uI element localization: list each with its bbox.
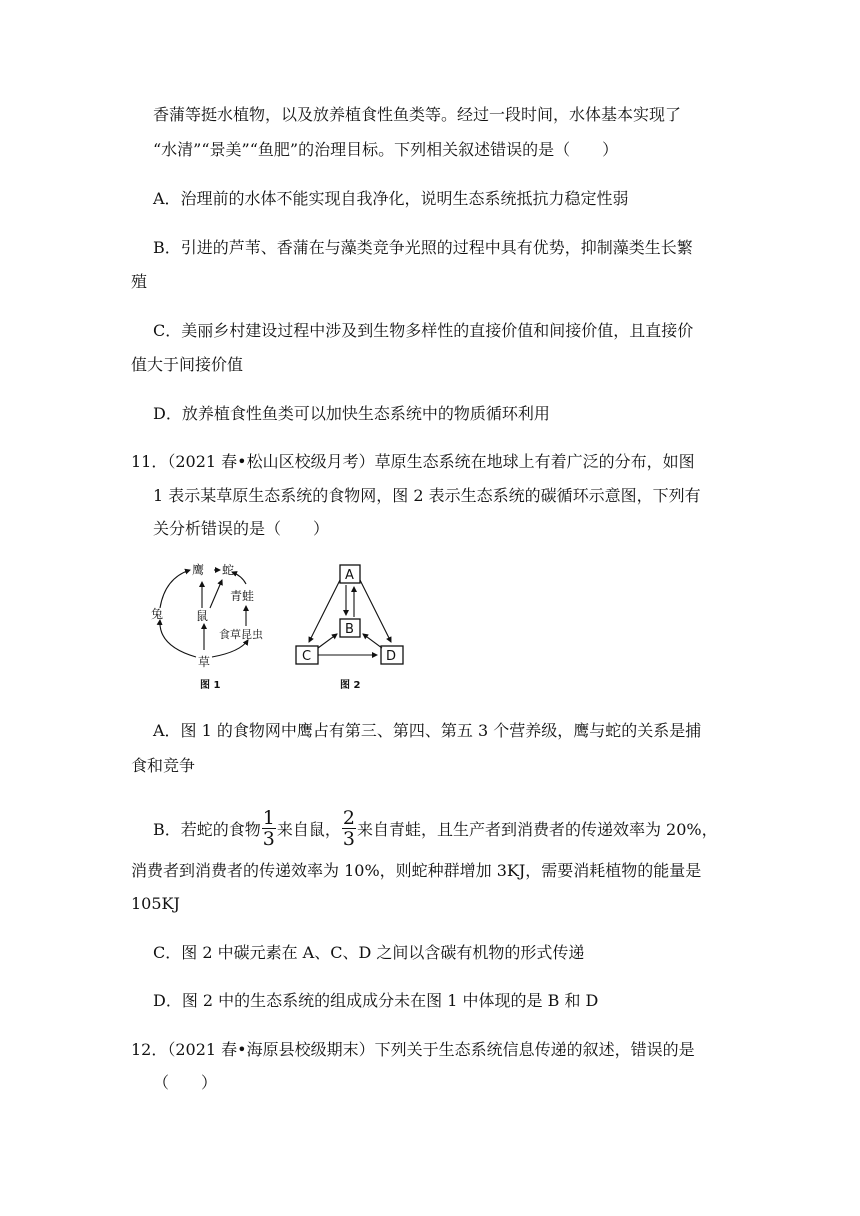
q11-stem-line3: 关分析错误的是（ ） bbox=[153, 519, 330, 538]
q10-option-c-line1: C．美丽乡村建设过程中涉及到生物多样性的直接价值和间接价值，且直接价 bbox=[153, 321, 694, 340]
fig1-caption: 图 1 bbox=[200, 680, 221, 691]
fig2-caption: 图 2 bbox=[340, 680, 361, 691]
q10-stem-line2: “水清”“景美”“鱼肥”的治理目标。下列相关叙述错误的是（ ） bbox=[153, 140, 619, 159]
q10-option-a: A．治理前的水体不能实现自我净化，说明生态系统抵抗力稳定性弱 bbox=[153, 189, 629, 208]
q12-stem-line2: （ ） bbox=[153, 1073, 218, 1092]
q10-option-b-line2: 殖 bbox=[131, 272, 148, 291]
fraction-numerator: 1 bbox=[262, 807, 275, 829]
fraction-one-third bbox=[262, 808, 276, 849]
figure-1-food-web bbox=[140, 556, 280, 696]
q10-option-c-line2: 值大于间接价值 bbox=[131, 355, 244, 374]
figure-2-carbon-cycle bbox=[290, 560, 420, 696]
fig1-node-shu: 鼠 bbox=[196, 609, 209, 623]
q10-stem-line1: 香蒲等挺水植物，以及放养植食性鱼类等。经过一段时间，水体基本实现了 bbox=[153, 105, 682, 124]
q11-option-a-line1: A．图 1 的食物网中鹰占有第三、第四、第五 3 个营养级，鹰与蛇的关系是捕 bbox=[153, 721, 702, 740]
fraction-two-thirds bbox=[342, 808, 356, 849]
q10-option-d: D．放养植食性鱼类可以加快生态系统中的物质循环利用 bbox=[153, 404, 550, 423]
q11-option-a-line2: 食和竞争 bbox=[131, 756, 196, 775]
fig1-node-tu: 兔 bbox=[151, 607, 164, 621]
fig1-node-ying: 鹰 bbox=[192, 563, 205, 577]
fraction-denominator: 3 bbox=[262, 828, 275, 850]
fraction-numerator: 2 bbox=[342, 807, 355, 829]
q11-option-b-line1 bbox=[153, 808, 718, 852]
fig1-node-cao: 草 bbox=[198, 655, 211, 669]
fig2-node-c: C bbox=[302, 649, 312, 664]
q11-option-b-line3: 105KJ bbox=[131, 894, 180, 913]
q11-option-d: D．图 2 中的生态系统的组成成分未在图 1 中体现的是 B 和 D bbox=[153, 991, 599, 1010]
fig1-node-she: 蛇 bbox=[222, 563, 235, 577]
q11-stem-line1: 11．（2021 春•松山区校级月考）草原生态系统在地球上有着广泛的分布，如图 bbox=[131, 452, 695, 471]
fig2-node-b: B bbox=[345, 622, 354, 637]
fig2-node-d: D bbox=[386, 649, 397, 664]
q11-option-b-prefix: B．若蛇的食物 bbox=[153, 820, 261, 839]
q11-option-b-suffix: 来自青蛙，且生产者到消费者的传递效率为 20%， bbox=[356, 820, 718, 839]
fig1-node-kunchong: 食草昆虫 bbox=[219, 628, 263, 641]
q12-stem-line1: 12．（2021 春•海原县校级期末）下列关于生态系统信息传递的叙述，错误的是 bbox=[131, 1040, 695, 1059]
q11-stem-line2: 1 表示某草原生态系统的食物网，图 2 表示生态系统的碳循环示意图，下列有 bbox=[153, 486, 701, 505]
q11-option-b-middle: 来自鼠， bbox=[276, 820, 341, 839]
fig1-node-qingwa: 青蛙 bbox=[230, 589, 255, 603]
q10-option-b-line1: B．引进的芦苇、香蒲在与藻类竞争光照的过程中具有优势，抑制藻类生长繁 bbox=[153, 238, 693, 257]
q11-option-c: C．图 2 中碳元素在 A、C、D 之间以含碳有机物的形式传递 bbox=[153, 943, 585, 962]
q11-option-b-line2: 消费者到消费者的传递效率为 10%，则蛇种群增加 3KJ，需要消耗植物的能量是 bbox=[131, 861, 702, 880]
fig2-node-a: A bbox=[345, 568, 354, 583]
fraction-denominator: 3 bbox=[342, 828, 355, 850]
